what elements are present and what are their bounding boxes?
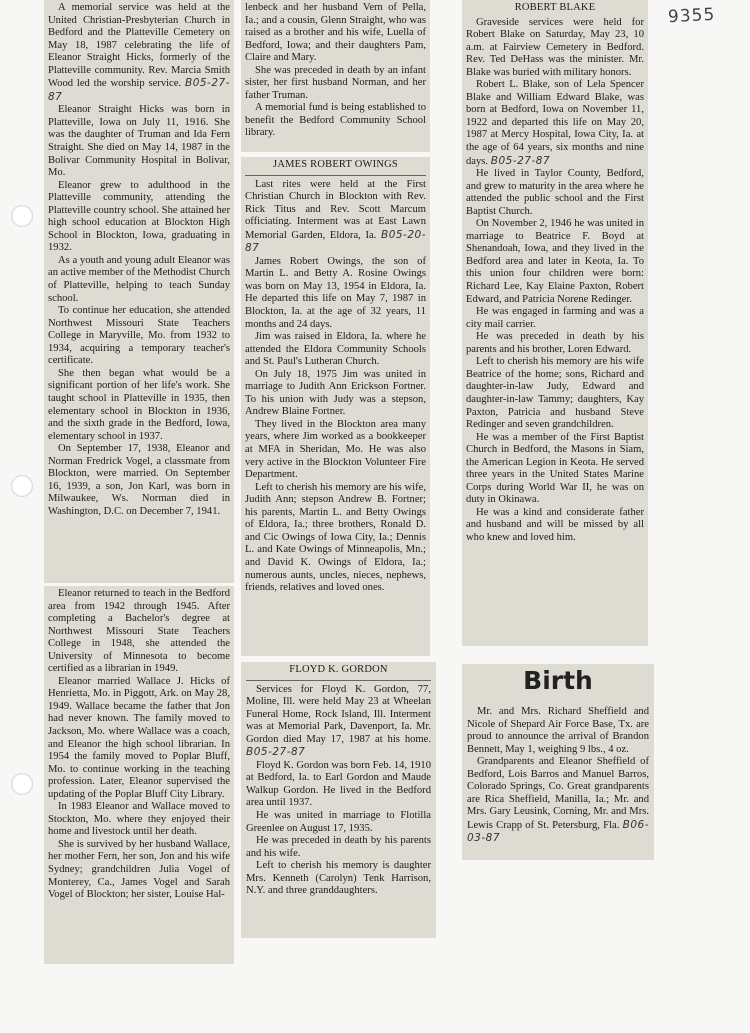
- hicks-obituary-part2: [44, 586, 234, 964]
- hicks-paragraph: In 1983 Eleanor and Wallace moved to Stockton, Mo. where they enjoyed their home and livestock until her death.: [48, 801, 230, 838]
- owings-paragraph: Jim was raised in Eldora, Ia. where he attended the Eldora Community Schools and St. Paul's Lutheran Church.: [245, 331, 426, 368]
- blake-title: ROBERT BLAKE: [514, 2, 596, 13]
- gordon-obituary: [241, 662, 436, 938]
- hicks-paragraph: She was preceded in death by an infant sister, her first husband Norman, and her father Truman.: [245, 64, 426, 101]
- blake-paragraph: [466, 79, 644, 168]
- owings-paragraph: They lived in the Blockton area many years, where Jim worked as a bookkeeper at MFA in Sheridan, Mo. He was also very active in the Blockton Volunteer Fire Department.: [245, 418, 426, 481]
- owings-text: Last rites were held at the First Christian Church in Blockton with Rev. Rick Titus and Rev. Scott Marcum officiating. Interment was at East Lawn Memorial Garden, Eldora, Ia.: [245, 178, 426, 241]
- birth-announcement: [462, 664, 654, 860]
- owings-paragraph: On July 18, 1975 Jim was united in marriage to Judith Ann Erickson Fortner. To his union with Judy was a stepson, Andrew Blaine Fortner.: [245, 368, 426, 418]
- owings-title: JAMES ROBERT OWINGS: [273, 159, 398, 170]
- blake-obituary: [462, 0, 648, 646]
- handwritten-date: B05-20-87: [245, 228, 426, 255]
- blake-paragraph: He was a kind and considerate father and husband and will be missed by all who knew and loved him.: [466, 506, 644, 543]
- hicks-paragraph: Eleanor grew to adulthood in the Platteville community, attending the Platteville country school. She attained her high school education at Blockton High School in Blockton, Iowa, graduating in 1932.: [48, 179, 230, 254]
- gordon-paragraph: Floyd K. Gordon was born Feb. 14, 1910 at Bedford, Ia. to Earl Gordon and Maude Walkup Gordon. He lived in the Bedford area until 1937.: [246, 759, 431, 809]
- hicks-paragraph: As a youth and young adult Eleanor was an active member of the Methodist Church of Platteville, helping to teach Sunday school.: [48, 254, 230, 304]
- blake-paragraph: On November 2, 1946 he was united in marriage to Beatrice F. Boyd at Shenandoah, Iowa, and they lived in the Bedford area and later in Keota, Ia. To this union four children were born: Richard Lee, Kay Elaine Paxton, Robert Edward, and Patricia Norene Redinger.: [466, 218, 644, 305]
- handwritten-date: B05-27-87: [490, 154, 551, 167]
- blake-text: Robert L. Blake, son of Lela Spencer Blake and William Edward Blake, was born at Bedford, Iowa on November 11, 1922 and departed this life on May 20, 1987 at Mercy Hospital, Iowa City, Ia. at the age of 64 years, six months and nine days.: [466, 79, 644, 167]
- hicks-paragraph: lenbeck and her husband Vern of Pella, Ia.; and a cousin, Glenn Straight, who was raised as a brother and his wife, Luella of Bedford, Iowa; and their daughters Pam, Claire and Mary.: [245, 2, 426, 64]
- handwritten-date: B06-03-87: [467, 818, 649, 845]
- blake-paragraph: He lived in Taylor County, Bedford, and grew to maturity in the area where he attended the public school and the First Baptist Church.: [466, 168, 644, 217]
- blake-paragraph: Graveside services were held for Robert Blake on Saturday, May 23, 10 a.m. at Fairview Cemetery in Bedford. Rev. Ted DeHass was the minister. Mr. Blake was buried with military honors.: [466, 16, 644, 78]
- gordon-paragraph: He was united in marriage to Flotilla Greenlee on August 17, 1935.: [246, 810, 431, 834]
- blake-paragraph: He was a member of the First Baptist Church in Bedford, the Masons in Siam, the American Legion in Keota. He served three years in the United States Marine Corps during World War II, he was on duty in Okinawa.: [466, 431, 644, 506]
- hicks-paragraph: Eleanor married Wallace J. Hicks of Henrietta, Mo. in Piggott, Ark. on May 28, 1949. Wallace became the father that Jon had never known. The family moved to Jackson, Mo. where Wallace was a coach, and Eleanor the high school librarian. In 1954 the family moved to Poplar Bluff, Mo. to continue working in the teaching profession. Later, Eleanor supervised the updating of the Poplar Bluff City Library.: [48, 675, 230, 800]
- owings-paragraph: James Robert Owings, the son of Martin L. and Betty A. Rosine Owings was born on May 13, 1954 in Eldora, Ia. He departed this life on May 7, 1987 in Blockton, Ia. at the age of 32 years, 11 months and 24 days.: [245, 255, 426, 330]
- blake-paragraph: Left to cherish his memory are his wife Beatrice of the home; sons, Richard and daughter-in-law Judy, Edward and daughter-in-law Tammy; daughters, Kay Paxton, Patricia and husband Steve Redinger and seven grandchildren.: [466, 356, 644, 431]
- binder-hole-middle: [11, 475, 33, 497]
- handwritten-date: B05-27-87: [246, 746, 306, 759]
- owings-obituary: [241, 157, 430, 656]
- handwritten-reference-number: 9355: [667, 4, 716, 28]
- hicks-paragraph: [48, 2, 230, 104]
- gordon-paragraph: [246, 684, 431, 760]
- blake-paragraph: He was preceded in death by his parents and his brother, Loren Edward.: [466, 331, 644, 355]
- birth-paragraph: Mr. and Mrs. Richard Sheffield and Nicole of Shepard Air Force Base, Tx. are proud to announce the arrival of Brandon Bennett, May 1, weighing 9 lbs., 4 oz.: [467, 706, 649, 755]
- birth-text: Grandparents and Eleanor Sheffield of Bedford, Lois Barros and Manuel Barros, Colorado Springs, Co. Great grandparents are Rica Sheffield, Manilla, Ia.; Mr. and Mrs. Gary Leusink, Corning, Mr. and Mrs. Lewis Crapp of St. Petersburg, Fla.: [467, 756, 649, 831]
- hicks-text: A memorial service was held at the United Christian-Presbyterian Church in Bedford and the Platteville Cemetery on May 18, 1987 celebrating the life of Eleanor Straight Hicks, formerly of the Platteville community. Rev. Marcia Smith Wood led the worship service.: [48, 2, 230, 90]
- hicks-paragraph: Eleanor returned to teach in the Bedford area from 1942 through 1945. After completing a Bachelor's degree at Northwest Missouri State Teachers College in 1948, she attended the University of Minnesota to become certified as a librarian in 1949.: [48, 588, 230, 675]
- birth-paragraph: [467, 756, 649, 846]
- birth-title: Birth: [523, 666, 593, 695]
- blake-paragraph: He was engaged in farming and was a city mail carrier.: [466, 306, 644, 330]
- gordon-paragraph: Left to cherish his memory is daughter Mrs. Kenneth (Carolyn) Tenk Harrison, N.Y. and three granddaughters.: [246, 860, 431, 897]
- divider: [245, 175, 426, 176]
- hicks-paragraph: A memorial fund is being established to benefit the Bedford Community School library.: [245, 102, 426, 139]
- gordon-paragraph: He was preceded in death by his parents and his wife.: [246, 835, 431, 859]
- hicks-paragraph: Eleanor Straight Hicks was born in Platteville, Iowa on July 11, 1916. She was the daughter of Truman and Ida Fern Straight. She died on May 14, 1987 in the Bolivar Community Hospital in Bolivar, Mo.: [48, 104, 230, 179]
- hicks-paragraph: She is survived by her husband Wallace, her mother Fern, her son, Jon and his wife Sydney; grandchildren Julia Vogel of Monterey, Ca., James Vogel and Sarah Vogel of Blockton; her sister, Louise Hal-: [48, 838, 230, 901]
- gordon-text: Services for Floyd K. Gordon, 77, Moline, Ill. were held May 23 at Wheelan Funeral Home, Rock Island, Ill. Interment was at Memorial Park, Davenport, Ia. Mr. Gordon died May 17, 1987 at his home.: [246, 683, 431, 745]
- hicks-paragraph: She then began what would be a significant portion of her life's work. She taught school in Platteville in 1935, then elementary school in Blockton in 1936, and the sixth grade in the Bedford, Iowa, elementary school in 1937.: [48, 367, 230, 442]
- hicks-paragraph: On September 17, 1938, Eleanor and Norman Fredrick Vogel, a classmate from Blockton, were married. On September 16, 1939, a son, Jon Karl, was born in Milwaukee, Ws. Norman died in Washington, D.C. on December 7, 1941.: [48, 443, 230, 517]
- owings-paragraph: Left to cherish his memory are his wife, Judith Ann; stepson Andrew B. Fortner; his parents, Martin L. and Betty Owings of Eldora, Ia.; three brothers, Ronald D. and Cic Owings of Iowa City, Ia.; Dennis L. and Kate Owings of Minneapolis, Mn.; and David K. Owings of Eldora, Ia.; numerous aunts, uncles, nieces, nephews, friends, relatives and loved ones.: [245, 481, 426, 594]
- owings-paragraph: [245, 179, 426, 256]
- binder-hole-bottom: [11, 773, 33, 795]
- gordon-title: FLOYD K. GORDON: [289, 664, 388, 675]
- hicks-obituary-part1: [44, 0, 234, 583]
- handwritten-date: B05-27-87: [48, 77, 230, 103]
- binder-hole-top: [11, 205, 33, 227]
- hicks-paragraph: To continue her education, she attended Northwest Missouri State Teachers College in Maryville, Mo. from 1932 to 1934, acquiring a temporary teacher's certificate.: [48, 305, 230, 367]
- divider: [246, 680, 431, 681]
- hicks-obituary-continued: [241, 0, 430, 152]
